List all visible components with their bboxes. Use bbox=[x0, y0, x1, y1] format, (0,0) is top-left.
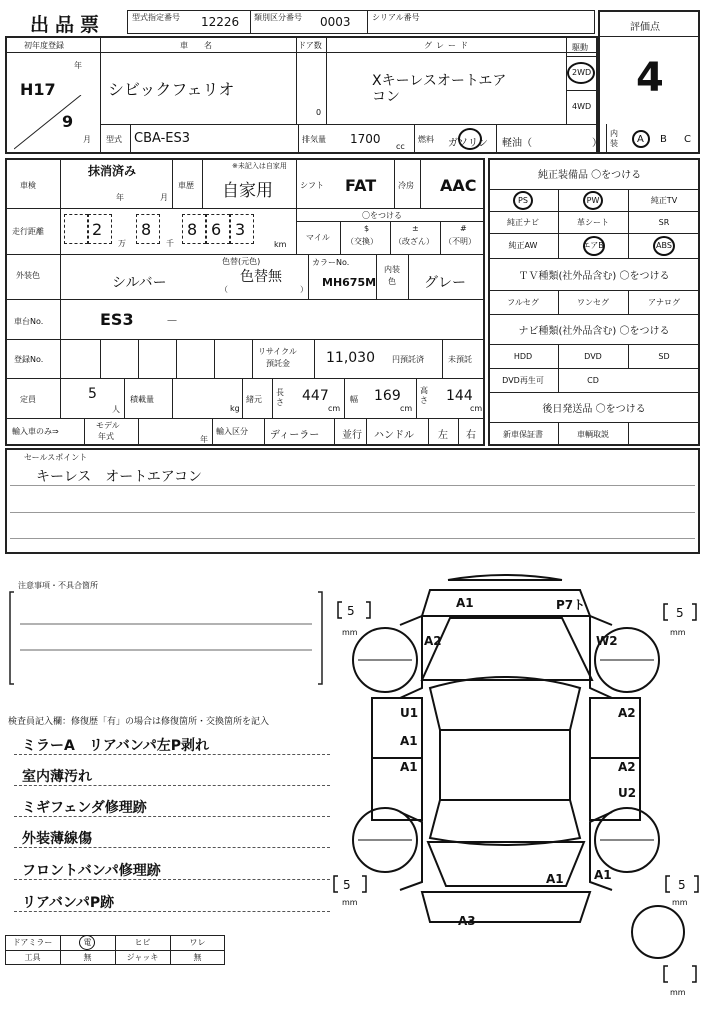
acc-tools-label: 工具 bbox=[24, 953, 41, 962]
shaken-value: 抹消済み bbox=[88, 164, 137, 178]
ac-label: 冷房 bbox=[398, 181, 414, 190]
navi-cd: CD bbox=[587, 375, 599, 385]
doors-label: ドア数 bbox=[298, 41, 322, 50]
score-value: 4 bbox=[636, 55, 664, 101]
original-color-label: 色替(元色) bbox=[222, 257, 261, 266]
spare-tire bbox=[632, 906, 684, 958]
inspector-line-5: フロントバンパ修理跡 bbox=[22, 863, 161, 879]
handle-label: ハンドル bbox=[374, 430, 414, 441]
score-label: 評価点 bbox=[630, 22, 660, 33]
acc-mirror-circle bbox=[79, 935, 95, 950]
interior-grade-b: B bbox=[660, 134, 667, 145]
interior-grade-a-circle bbox=[632, 130, 650, 148]
color-paren-close: ） bbox=[300, 285, 308, 294]
mileage-sen: 千 bbox=[166, 239, 174, 248]
inspector-line-3: ミギフェンダ修理跡 bbox=[22, 800, 147, 816]
acc-break: ワレ bbox=[189, 938, 206, 947]
tire-fr-value: 5 bbox=[676, 606, 684, 620]
import-parallel: 並行 bbox=[342, 430, 362, 441]
car-diagram bbox=[330, 570, 706, 1010]
year-unit: 年 bbox=[74, 61, 82, 70]
roof bbox=[440, 730, 570, 800]
mileage-d4: 6 bbox=[211, 220, 222, 239]
capacity-label: 定員 bbox=[20, 395, 36, 404]
equip-ps-circle bbox=[513, 191, 533, 210]
shift-value: FAT bbox=[345, 176, 377, 195]
tv-fullseg: フルセグ bbox=[507, 297, 539, 307]
ac-value: AAC bbox=[440, 176, 477, 195]
mark-right-rear-door-a: A2 bbox=[618, 760, 636, 774]
inspector-line-1: ミラーA リアバンパ左P剥れ bbox=[22, 738, 209, 754]
tv-oneseg: ワンセグ bbox=[577, 297, 609, 307]
mark-front-bumper: A1 bbox=[456, 596, 474, 610]
type-designation-label: 型式指定番号 bbox=[132, 13, 180, 22]
equip-navi: 純正ナビ bbox=[507, 217, 539, 227]
inspector-label: 検査員記入欄：修復歴「有」の場合は修復箇所・交換箇所を記入 bbox=[8, 717, 270, 727]
equip-airbag: エアB bbox=[582, 241, 604, 250]
length-label: 長さ bbox=[276, 388, 284, 407]
tire-rr-value: 5 bbox=[678, 878, 686, 892]
equip-pw: PW bbox=[586, 195, 600, 205]
height-value: 144 bbox=[446, 388, 473, 404]
mileage-man: 万 bbox=[118, 239, 126, 248]
name-label: 車 名 bbox=[180, 41, 216, 50]
model-year-label1: モデル bbox=[96, 421, 120, 430]
equip-abs-circle bbox=[653, 236, 675, 256]
mile-label: マイル bbox=[306, 233, 330, 242]
interior-color: グレー bbox=[424, 275, 466, 291]
chassis-value: ES3 bbox=[100, 310, 134, 329]
fuel-circle bbox=[458, 128, 482, 150]
mark-trunk-left: A1 bbox=[546, 872, 564, 886]
interior-grade-label1: 内 bbox=[610, 129, 618, 138]
acc-crack: ヒビ bbox=[134, 938, 151, 947]
tire-spare-mm: mm bbox=[670, 988, 686, 997]
mileage-d2: 8 bbox=[141, 220, 152, 239]
displacement-value: 1700 bbox=[350, 132, 381, 146]
drive-2wd: 2WD bbox=[572, 68, 592, 77]
equip-sr: SR bbox=[658, 217, 670, 227]
interior-color-label2: 色 bbox=[388, 277, 396, 286]
shaken-label: 車検 bbox=[20, 181, 36, 190]
exterior-color: シルバー bbox=[112, 275, 167, 291]
equip-airbag-circle bbox=[583, 236, 605, 256]
registration-label: 登録No. bbox=[14, 355, 44, 364]
acc-tools-value: 無 bbox=[83, 953, 92, 962]
grade-line2: コン bbox=[372, 89, 400, 105]
width-value: 169 bbox=[374, 388, 401, 404]
import-label: 輸入車のみ⇒ bbox=[12, 427, 59, 436]
later-manual: 車輌取説 bbox=[577, 429, 609, 439]
mileage-d5: 3 bbox=[235, 220, 246, 239]
left-rear-fender bbox=[400, 812, 422, 890]
handle-left: 左 bbox=[438, 430, 448, 441]
mark-rear-bumper: A3 bbox=[458, 914, 476, 928]
chassis-label: 車台No. bbox=[14, 317, 44, 326]
tire-rr-mm: mm bbox=[672, 898, 688, 907]
fuel-label: 燃料 bbox=[418, 135, 434, 144]
model-year-unit: 年 bbox=[200, 435, 208, 444]
acc-jack-label: ジャッキ bbox=[126, 953, 159, 962]
hood-shape bbox=[422, 618, 592, 680]
category-value: 0003 bbox=[320, 15, 351, 29]
mark-right-front-door: A2 bbox=[618, 706, 636, 720]
month-value: 9 bbox=[62, 112, 74, 131]
notes-label: 注意事項・不具合箇所 bbox=[18, 581, 98, 590]
rear-bumper-shape bbox=[422, 892, 590, 922]
grade-label: グレード bbox=[424, 41, 472, 50]
equip-aw: 純正AW bbox=[508, 241, 538, 250]
exchange-symbol: $ bbox=[364, 224, 370, 233]
first-reg-label: 初年度登録 bbox=[24, 41, 64, 50]
dims-label: 緒元 bbox=[246, 395, 262, 404]
tv-header: ＴＶ種類(社外品含む) 〇をつける bbox=[518, 270, 670, 282]
interior-color-label1: 内装 bbox=[384, 265, 400, 274]
sheet-title: 出品票 bbox=[30, 14, 106, 36]
drive-4wd: 4WD bbox=[572, 102, 592, 111]
later-warranty: 新車保証書 bbox=[503, 429, 543, 439]
chassis-dash: － bbox=[166, 314, 179, 328]
mark-front-right-fender: W2 bbox=[596, 634, 618, 648]
repaint-value: 色替無 bbox=[240, 269, 282, 285]
mark-front-left-fender: A2 bbox=[424, 634, 442, 648]
acc-mirror-label: ドアミラー bbox=[12, 938, 53, 947]
unknown-label: （不明） bbox=[444, 237, 476, 246]
sales-text: キーレス オートエアコン bbox=[36, 469, 203, 485]
equip-tv: 純正TV bbox=[650, 195, 678, 205]
mileage-d3: 8 bbox=[187, 220, 198, 239]
navi-hdd: HDD bbox=[513, 351, 533, 361]
history-label: 車歴 bbox=[178, 181, 194, 190]
navi-dvd-play: DVD再生可 bbox=[502, 375, 544, 385]
mileage-d1: 2 bbox=[92, 220, 103, 239]
color-code: MH675M bbox=[322, 276, 377, 289]
navi-dvd: DVD bbox=[584, 351, 602, 361]
height-label: 高さ bbox=[420, 386, 428, 405]
navi-header: ナビ種類(社外品含む) 〇をつける bbox=[518, 325, 670, 337]
color-label: 外装色 bbox=[16, 271, 40, 280]
history-note: ※未記入は自家用 bbox=[232, 162, 287, 170]
width-label: 幅 bbox=[350, 395, 358, 404]
inspector-line-4: 外装薄線傷 bbox=[22, 831, 92, 847]
month-unit: 月 bbox=[83, 135, 91, 144]
tamper-label: （改ざん） bbox=[394, 237, 434, 246]
rear-window bbox=[430, 800, 580, 845]
history-value: 自家用 bbox=[222, 181, 273, 201]
tire-rl-mm: mm bbox=[342, 898, 358, 907]
shaken-month-unit: 月 bbox=[160, 193, 168, 202]
detail-table bbox=[5, 158, 485, 446]
tire-fl-mm: mm bbox=[342, 628, 358, 637]
capacity-unit: 人 bbox=[112, 405, 120, 414]
mark-right-rear-fender: A1 bbox=[594, 868, 612, 882]
shaken-year-unit: 年 bbox=[116, 193, 124, 202]
equip-ps: PS bbox=[518, 195, 528, 205]
type-designation-value: 12226 bbox=[201, 15, 240, 29]
exchange-label: （交換） bbox=[346, 237, 378, 246]
mileage-label: 走行距離 bbox=[12, 227, 44, 236]
import-class-label: 輸入区分 bbox=[216, 427, 248, 436]
mark-front-right: P7ト bbox=[556, 598, 586, 612]
shift-label: シフト bbox=[300, 181, 324, 190]
color-paren-open: （ bbox=[220, 285, 228, 294]
mark-left-rear-door: A1 bbox=[400, 760, 418, 774]
height-cm: cm bbox=[470, 404, 483, 413]
vehicle-name: シビックフェリオ bbox=[108, 80, 235, 99]
tv-analog: アナログ bbox=[648, 297, 680, 307]
tire-fl-value: 5 bbox=[347, 604, 355, 618]
recycle-label2: 預託金 bbox=[266, 359, 290, 368]
diesel-close: ） bbox=[592, 138, 602, 149]
recycle-paid: 円預託済 bbox=[392, 355, 424, 364]
equip-leather: 革シート bbox=[577, 217, 609, 227]
interior-grade-c: C bbox=[684, 134, 691, 145]
displacement-label: 排気量 bbox=[302, 135, 326, 144]
inspector-line-2: 室内薄汚れ bbox=[22, 769, 92, 785]
model-year-label2: 年式 bbox=[98, 432, 114, 441]
drive-label: 駆動 bbox=[572, 43, 588, 52]
era-year: H17 bbox=[20, 80, 56, 99]
import-dealer: ディーラー bbox=[270, 430, 320, 441]
drive-2wd-circle bbox=[567, 62, 595, 84]
equip-abs: ABS bbox=[656, 241, 672, 250]
width-cm: cm bbox=[400, 404, 413, 413]
mark-left-front-door-a: U1 bbox=[400, 706, 419, 720]
load-kg: kg bbox=[230, 404, 240, 413]
length-value: 447 bbox=[302, 388, 329, 404]
grade-line1: Xキーレスオートエア bbox=[372, 73, 507, 89]
handle-right: 右 bbox=[466, 430, 476, 441]
mileage-km: km bbox=[274, 240, 287, 249]
recycle-value: 11,030 bbox=[326, 350, 375, 366]
navi-sd: SD bbox=[658, 351, 670, 361]
tire-fr-mm: mm bbox=[670, 628, 686, 637]
recycle-label1: リサイクル bbox=[258, 347, 297, 356]
later-header: 後日発送品 〇をつける bbox=[542, 403, 646, 415]
model-value: CBA-ES3 bbox=[134, 131, 191, 146]
tamper-symbol: ± bbox=[412, 224, 419, 233]
acc-mirror-power: 電 bbox=[83, 938, 92, 947]
length-cm: cm bbox=[328, 404, 341, 413]
tire-rl-value: 5 bbox=[343, 878, 351, 892]
circle-note: 〇をつける bbox=[362, 211, 402, 220]
inspector-line-6: リアバンパP跡 bbox=[22, 895, 115, 911]
doors-value: 0 bbox=[316, 108, 322, 117]
notes-bracket bbox=[8, 590, 324, 686]
equip-pw-circle bbox=[583, 191, 603, 210]
sales-label: セールスポイント bbox=[24, 453, 88, 462]
mark-right-rear-door-b: U2 bbox=[618, 786, 637, 800]
interior-grade-a: A bbox=[637, 134, 644, 145]
windshield bbox=[430, 677, 580, 730]
fuel-value: ガソリン bbox=[448, 138, 488, 149]
category-label: 類別区分番号 bbox=[254, 13, 302, 22]
color-code-label: カラーNo. bbox=[312, 258, 350, 267]
load-label: 積載量 bbox=[130, 395, 154, 404]
capacity-value: 5 bbox=[88, 386, 97, 402]
cc-unit: cc bbox=[396, 142, 405, 151]
acc-jack-value: 無 bbox=[193, 953, 202, 962]
interior-grade-label2: 装 bbox=[610, 139, 618, 148]
diesel-label: 軽油（ bbox=[502, 138, 532, 149]
model-label: 型式 bbox=[106, 135, 122, 144]
equipment-header: 純正装備品 〇をつける bbox=[538, 170, 642, 181]
unknown-symbol: # bbox=[460, 224, 467, 233]
recycle-unpaid: 未預託 bbox=[448, 355, 472, 364]
header-code-box bbox=[127, 10, 595, 34]
mark-left-front-door-b: A1 bbox=[400, 734, 418, 748]
serial-label: シリアル番号 bbox=[372, 13, 420, 22]
